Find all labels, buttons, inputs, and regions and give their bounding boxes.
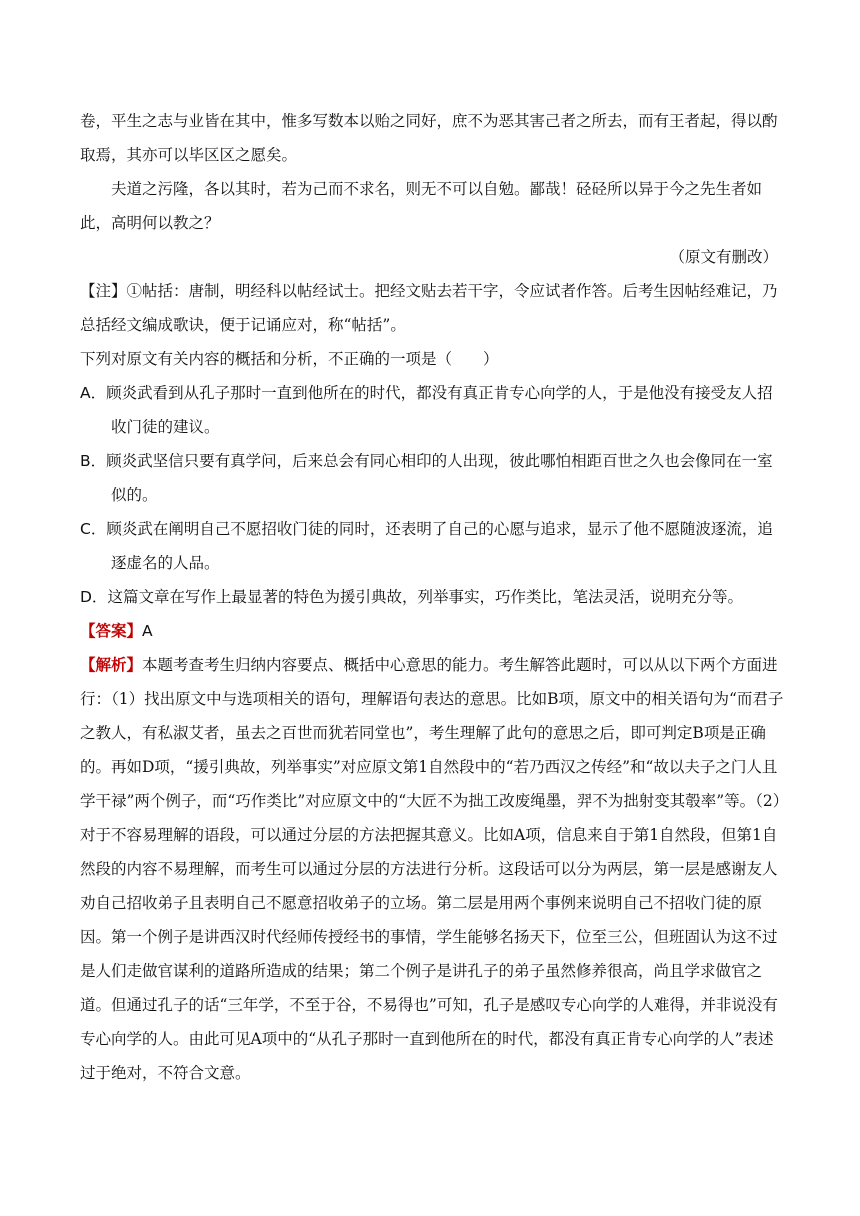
option-text: 顾炎武在阐明自己不愿招收门徒的同时，还表明了自己的心愿与追求，显示了他不愿随波逐流，追逐虚名的人品。: [106, 520, 773, 572]
answer-tag: 【答案】: [80, 622, 143, 640]
option-d: [80, 580, 784, 614]
analysis-tag: 【解析】: [80, 656, 143, 674]
footnote: [80, 274, 784, 342]
option-text: 顾炎武看到从孔子那时一直到他所在的时代，都没有真正肯专心向学的人，于是他没有接受友人招收门徒的建议。: [106, 384, 773, 436]
option-label: A．: [80, 384, 107, 402]
option-a: [80, 376, 784, 444]
passage-last-paragraph: 夫道之污隆，各以其时，若为己而不求名，则无不可以自勉。鄙哉！硁硁所以异于今之先生者如此，高明何以教之？: [80, 180, 763, 232]
option-label: D．: [80, 588, 108, 606]
option-label: C．: [80, 520, 107, 538]
answer-line: [80, 614, 784, 648]
analysis-text: 本题考查考生归纳内容要点、概括中心意思的能力。考生解答此题时，可以从以下两个方面进行：（1）找出原文中与选项相关的语句，理解语句表达的意思。比如B项，原文中的相关语句为“而君子之教人，有私淑艾者，虽去之百世而犹若同堂也”，考生理解了此句的意思之后，即可判定B项是正确的。再如D项，“援引典故，列举事实”对应原文第1自然段中的“若乃西汉之传经”和“故以夫子之门人且学干禄”两个例子，而“巧作类比”对应原文中的“大匠不为拙工改废绳墨，羿不为拙射变其彀率”等。（2）对于不容易理解的语段，可以通过分层的方法把握其意义。比如A项，信息来自于第1自然段，但第1自然段的内容不易理解，而考生可以通过分层的方法进行分析。这段话可以分为两层，第一层是感谢友人劝自己招收弟子且表明自己不愿意招收弟子的立场。第二层是用两个事例来说明自己不招收门徒的原因。第一个例子是讲西汉时代经师传授经书的事情，学生能够名扬天下，位至三公，但班固认为这不过是人们走做官谋利的道路所造成的结果；第二个例子是讲孔子的弟子虽然修养很高，尚且学求做官之道。但通过孔子的话“三年学，不至于谷，不易得也”可知，孔子是感叹专心向学的人难得，并非说没有专心向学的人。由此可见A项中的“从孔子那时一直到他所在的时代，都没有真正肯专心向学的人”表述过于绝对，不符合文意。: [80, 656, 784, 1082]
option-text: 这篇文章在写作上最显著的特色为援引典故，列举事实，巧作类比，笔法灵活，说明充分等。: [107, 588, 743, 606]
option-b: [80, 444, 784, 512]
document-content: [80, 104, 784, 1090]
footnote-tag: 【注】: [80, 282, 127, 300]
option-text: 顾炎武坚信只要有真学问，后来总会有同心相印的人出现，彼此哪怕相距百世之久也会像同在一室似的。: [106, 452, 773, 504]
footnote-text: ①帖括：唐制，明经科以帖经试士。把经文贴去若干字，令应试者作答。后考生因帖经难记，乃总括经文编成歌诀，便于记诵应对，称“帖括”。: [80, 282, 778, 334]
option-c: [80, 512, 784, 580]
passage-tail: 卷，平生之志与业皆在其中，惟多写数本以贻之同好，庶不为恶其害己者之所去，而有王者起，得以酌取焉，其亦可以毕区区之愿矣。: [80, 112, 778, 164]
question-stem: 下列对原文有关内容的概括和分析，不正确的一项是（ ）: [80, 350, 499, 368]
option-label: B．: [80, 452, 107, 470]
source-note: （原文有删改）: [669, 248, 778, 266]
answer-value: A: [142, 622, 153, 640]
analysis-block: [80, 648, 784, 1090]
